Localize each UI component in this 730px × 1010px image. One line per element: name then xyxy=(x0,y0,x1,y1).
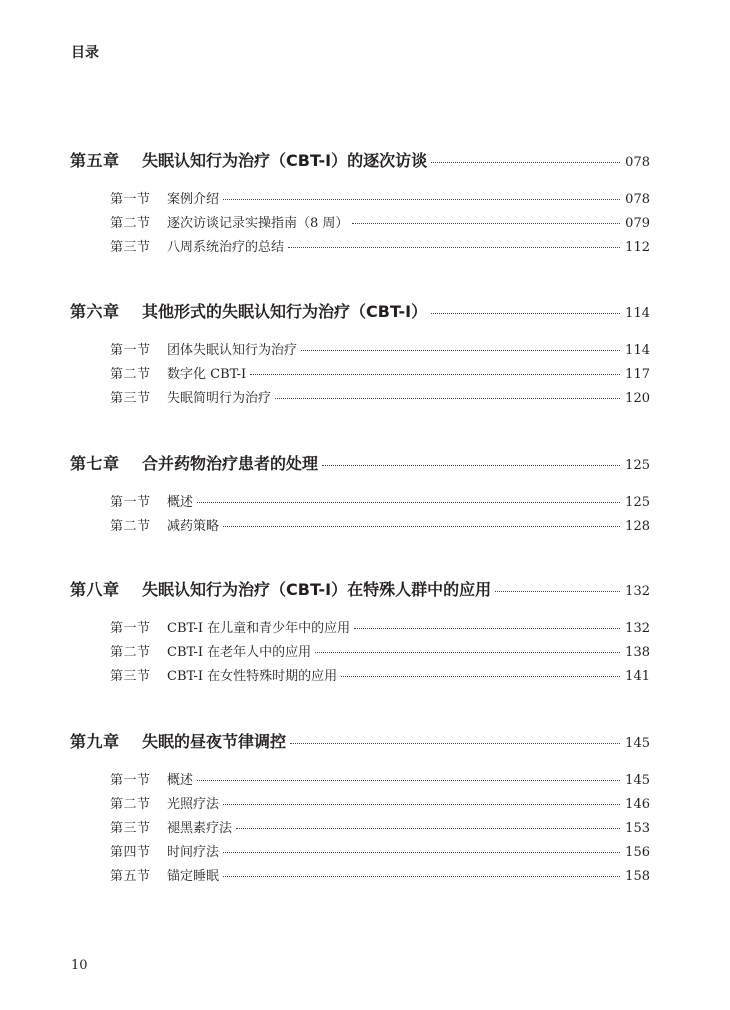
section-label: 第一节 xyxy=(110,621,151,636)
dot-leader xyxy=(250,374,620,375)
dot-leader xyxy=(197,780,620,781)
chapter-7 xyxy=(70,451,650,539)
running-header: 目录 xyxy=(71,45,99,61)
chapter-page-number: 125 xyxy=(625,458,650,473)
section-label: 第一节 xyxy=(110,343,151,358)
section-entry[interactable] xyxy=(70,363,650,387)
chapter-entry[interactable] xyxy=(70,729,650,759)
dot-leader xyxy=(223,852,620,853)
section-title: CBT-I 在女性特殊时期的应用 xyxy=(167,669,338,684)
section-entry[interactable] xyxy=(70,641,650,665)
section-label: 第三节 xyxy=(110,391,151,406)
section-page-number: 156 xyxy=(625,845,650,860)
chapter-5 xyxy=(70,148,650,260)
chapter-6 xyxy=(70,299,650,411)
chapter-8 xyxy=(70,577,650,689)
chapter-9 xyxy=(70,729,650,889)
section-title: 光照疗法 xyxy=(167,797,220,812)
section-page-number: 114 xyxy=(625,343,650,358)
section-label: 第三节 xyxy=(110,669,151,684)
section-title: 逐次访谈记录实操指南（8 周） xyxy=(167,216,349,231)
dot-leader xyxy=(223,876,620,877)
dot-leader xyxy=(301,350,620,351)
section-label: 第五节 xyxy=(110,869,151,884)
section-label: 第二节 xyxy=(110,645,151,660)
dot-leader xyxy=(341,676,620,677)
section-entry[interactable] xyxy=(70,212,650,236)
section-page-number: 132 xyxy=(625,621,650,636)
section-entry[interactable] xyxy=(70,769,650,793)
chapter-page-number: 078 xyxy=(625,155,650,170)
section-page-number: 153 xyxy=(625,821,650,836)
section-page-number: 112 xyxy=(625,240,650,255)
chapter-label: 第五章 xyxy=(70,151,120,170)
chapter-page-number: 145 xyxy=(625,736,650,751)
section-label: 第一节 xyxy=(110,192,151,207)
section-label: 第四节 xyxy=(110,845,151,860)
chapter-label: 第八章 xyxy=(70,580,120,599)
section-page-number: 117 xyxy=(625,367,650,382)
section-title: 案例介绍 xyxy=(167,192,220,207)
dot-leader xyxy=(315,652,620,653)
dot-leader xyxy=(495,591,620,592)
section-page-number: 138 xyxy=(625,645,650,660)
section-page-number: 158 xyxy=(625,869,650,884)
section-title: 减药策略 xyxy=(167,519,220,534)
section-entry[interactable] xyxy=(70,387,650,411)
section-entry[interactable] xyxy=(70,491,650,515)
section-title: CBT-I 在老年人中的应用 xyxy=(167,645,312,660)
section-label: 第二节 xyxy=(110,797,151,812)
dot-leader xyxy=(197,502,620,503)
dot-leader xyxy=(223,526,620,527)
section-entry[interactable] xyxy=(70,865,650,889)
section-title: 时间疗法 xyxy=(167,845,220,860)
section-label: 第二节 xyxy=(110,216,151,231)
section-entry[interactable] xyxy=(70,617,650,641)
section-title: 褪黑素疗法 xyxy=(167,821,233,836)
section-entry[interactable] xyxy=(70,665,650,689)
dot-leader xyxy=(288,247,620,248)
section-label: 第三节 xyxy=(110,240,151,255)
dot-leader xyxy=(290,743,620,744)
section-entry[interactable] xyxy=(70,236,650,260)
dot-leader xyxy=(223,804,620,805)
section-title: 数字化 CBT-I xyxy=(167,367,247,382)
dot-leader xyxy=(352,223,620,224)
chapter-page-number: 132 xyxy=(625,584,650,599)
page-number: 10 xyxy=(71,958,88,973)
chapter-title: 合并药物治疗患者的处理 xyxy=(142,454,319,473)
section-page-number: 146 xyxy=(625,797,650,812)
chapter-entry[interactable] xyxy=(70,451,650,481)
chapter-title: 失眠的昼夜节律调控 xyxy=(142,732,287,751)
section-page-number: 125 xyxy=(625,495,650,510)
section-page-number: 120 xyxy=(625,391,650,406)
section-page-number: 079 xyxy=(625,216,650,231)
chapter-label: 第九章 xyxy=(70,732,120,751)
chapter-label: 第七章 xyxy=(70,454,120,473)
section-page-number: 128 xyxy=(625,519,650,534)
section-title: 概述 xyxy=(167,773,194,788)
section-entry[interactable] xyxy=(70,841,650,865)
section-entry[interactable] xyxy=(70,793,650,817)
section-page-number: 141 xyxy=(625,669,650,684)
dot-leader xyxy=(275,398,620,399)
section-label: 第三节 xyxy=(110,821,151,836)
section-page-number: 078 xyxy=(625,192,650,207)
section-entry[interactable] xyxy=(70,339,650,363)
dot-leader xyxy=(322,465,620,466)
section-label: 第一节 xyxy=(110,773,151,788)
section-entry[interactable] xyxy=(70,515,650,539)
chapter-entry[interactable] xyxy=(70,577,650,607)
chapter-title: 失眠认知行为治疗（CBT-I）的逐次访谈 xyxy=(142,151,428,170)
dot-leader xyxy=(354,628,620,629)
section-title: 锚定睡眠 xyxy=(167,869,220,884)
section-title: 概述 xyxy=(167,495,194,510)
section-title: 八周系统治疗的总结 xyxy=(167,240,285,255)
section-entry[interactable] xyxy=(70,817,650,841)
section-label: 第二节 xyxy=(110,367,151,382)
dot-leader xyxy=(236,828,620,829)
chapter-entry[interactable] xyxy=(70,148,650,178)
section-label: 第一节 xyxy=(110,495,151,510)
chapter-title: 失眠认知行为治疗（CBT-I）在特殊人群中的应用 xyxy=(142,580,492,599)
chapter-page-number: 114 xyxy=(625,306,650,321)
chapter-title: 其他形式的失眠认知行为治疗（CBT-I） xyxy=(142,302,428,321)
section-title: 团体失眠认知行为治疗 xyxy=(167,343,298,358)
dot-leader xyxy=(431,162,620,163)
chapter-label: 第六章 xyxy=(70,302,120,321)
section-entry[interactable] xyxy=(70,188,650,212)
section-title: 失眠简明行为治疗 xyxy=(167,391,272,406)
dot-leader xyxy=(431,313,620,314)
section-page-number: 145 xyxy=(625,773,650,788)
chapter-entry[interactable] xyxy=(70,299,650,329)
section-label: 第二节 xyxy=(110,519,151,534)
section-title: CBT-I 在儿童和青少年中的应用 xyxy=(167,621,351,636)
dot-leader xyxy=(223,199,620,200)
